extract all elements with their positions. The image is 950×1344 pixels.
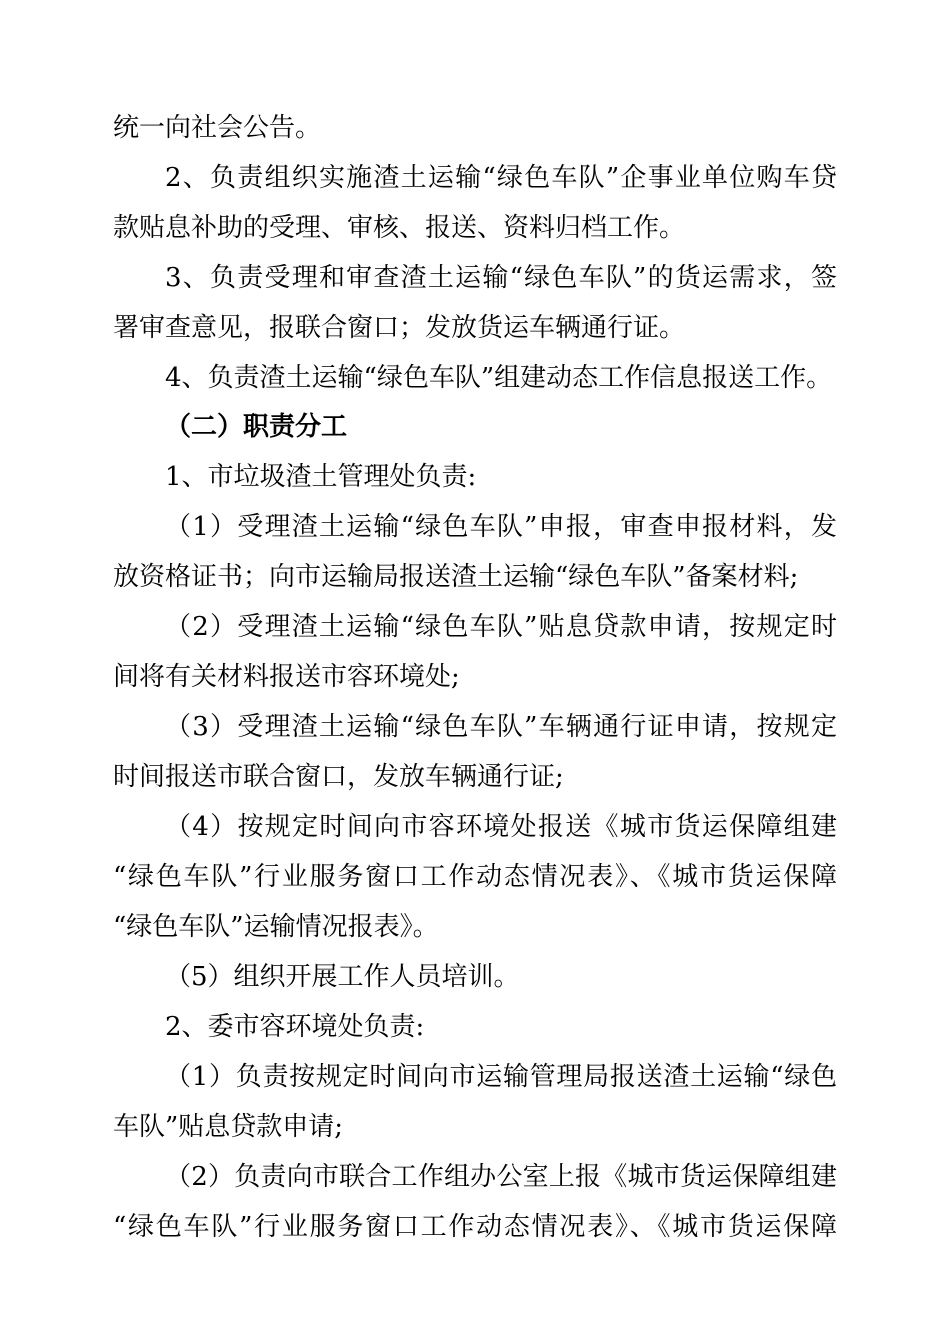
- paragraph-line: 间将有关材料报送市容环境处;: [113, 662, 460, 692]
- paragraph-line: “绿色车队”运输情况报表》。: [113, 912, 439, 942]
- paragraph-line: （1）受理渣土运输“绿色车队”申报，审查申报材料，发: [165, 512, 837, 542]
- paragraph-line: （3）受理渣土运输“绿色车队”车辆通行证申请，按规定: [165, 712, 837, 742]
- paragraph-line: “绿色车队”行业服务窗口工作动态情况表》、《城市货运保障: [113, 862, 837, 892]
- paragraph-line: 统一向社会公告。: [113, 113, 322, 143]
- paragraph-line: 1、市垃圾渣土管理处负责:: [165, 462, 477, 492]
- paragraph-line: （5）组织开展工作人员培训。: [165, 962, 520, 992]
- paragraph-line: （2）负责向市联合工作组办公室上报《城市货运保障组建: [165, 1162, 837, 1192]
- paragraph-line: 3、负责受理和审查渣土运输“绿色车队”的货运需求，签: [165, 263, 837, 293]
- paragraph-line: “绿色车队”行业服务窗口工作动态情况表》、《城市货运保障: [113, 1212, 837, 1242]
- section-heading: （二）职责分工: [165, 412, 348, 442]
- paragraph-line: 4、负责渣土运输“绿色车队”组建动态工作信息报送工作。: [165, 363, 833, 393]
- paragraph-line: 款贴息补助的受理、审核、报送、资料归档工作。: [113, 213, 686, 243]
- paragraph-line: 2、委市容环境处负责:: [165, 1012, 425, 1042]
- paragraph-line: （4）按规定时间向市容环境处报送《城市货运保障组建: [165, 812, 837, 842]
- paragraph-line: 2、负责组织实施渣土运输“绿色车队”企事业单位购车贷: [165, 163, 837, 193]
- paragraph-line: 署审查意见，报联合窗口；发放货运车辆通行证。: [113, 313, 686, 343]
- paragraph-line: 时间报送市联合窗口，发放车辆通行证;: [113, 762, 564, 792]
- paragraph-line: 车队”贴息贷款申请;: [113, 1112, 344, 1142]
- paragraph-line: 放资格证书；向市运输局报送渣土运输“绿色车队”备案材料;: [113, 562, 799, 592]
- paragraph-line: （2）受理渣土运输“绿色车队”贴息贷款申请，按规定时: [165, 612, 837, 642]
- paragraph-line: （1）负责按规定时间向市运输管理局报送渣土运输“绿色: [165, 1062, 837, 1092]
